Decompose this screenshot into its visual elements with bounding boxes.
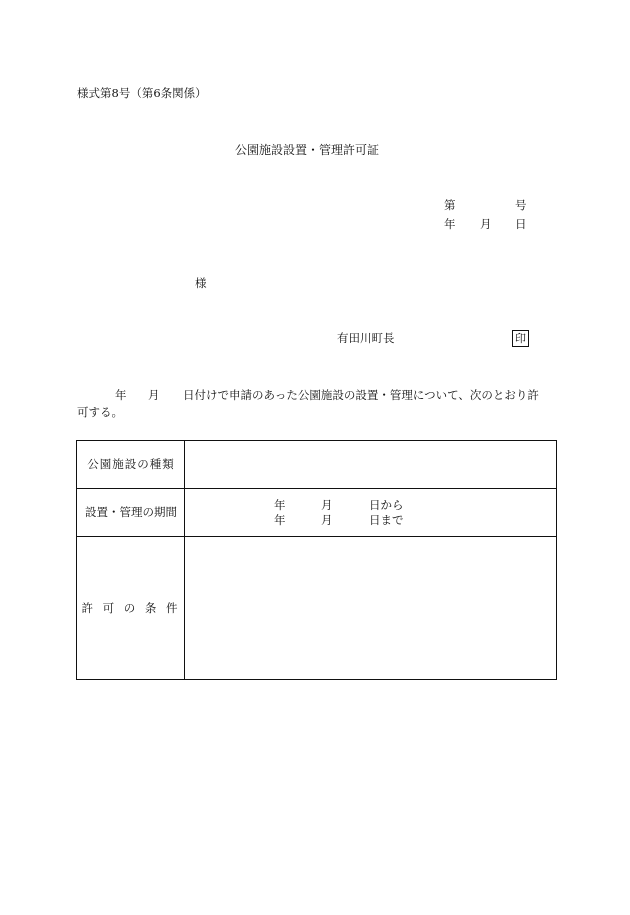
form-number: 様式第8号（第6条関係）	[77, 86, 207, 100]
row-label-period: 設置・管理の期間	[85, 505, 177, 519]
number-dai: 第	[444, 198, 456, 212]
table-divider-2	[76, 536, 557, 537]
period-until-label: 日まで	[369, 513, 404, 527]
date-year: 年	[444, 217, 456, 231]
period-from-month: 月	[321, 498, 333, 512]
seal-mark: 印	[512, 330, 529, 347]
period-until-year: 年	[274, 513, 286, 527]
table-divider-1	[76, 488, 557, 489]
body-line2: 可する。	[77, 405, 123, 419]
issuer-name: 有田川町長	[337, 331, 395, 345]
table-border-right	[556, 440, 557, 680]
period-until-month: 月	[321, 513, 333, 527]
body-year: 年	[115, 388, 127, 402]
date-month: 月	[480, 217, 492, 231]
body-month: 月	[148, 388, 160, 402]
body-line1: 日付けで申請のあった公園施設の設置・管理について、次のとおり許	[183, 388, 539, 402]
number-go: 号	[515, 198, 527, 212]
table-border-left	[76, 440, 77, 680]
period-from-label: 日から	[369, 498, 404, 512]
addressee-sama: 様	[195, 276, 207, 290]
document-title: 公園施設設置・管理許可証	[235, 143, 380, 157]
row-label-facility-type: 公園施設の種類	[87, 457, 175, 471]
table-column-divider	[184, 440, 185, 680]
table-border-top	[76, 440, 557, 441]
date-day: 日	[515, 217, 527, 231]
table-border-bottom	[76, 679, 557, 680]
period-from-year: 年	[274, 498, 286, 512]
row-label-conditions: 許 可 の 条 件	[81, 601, 181, 615]
